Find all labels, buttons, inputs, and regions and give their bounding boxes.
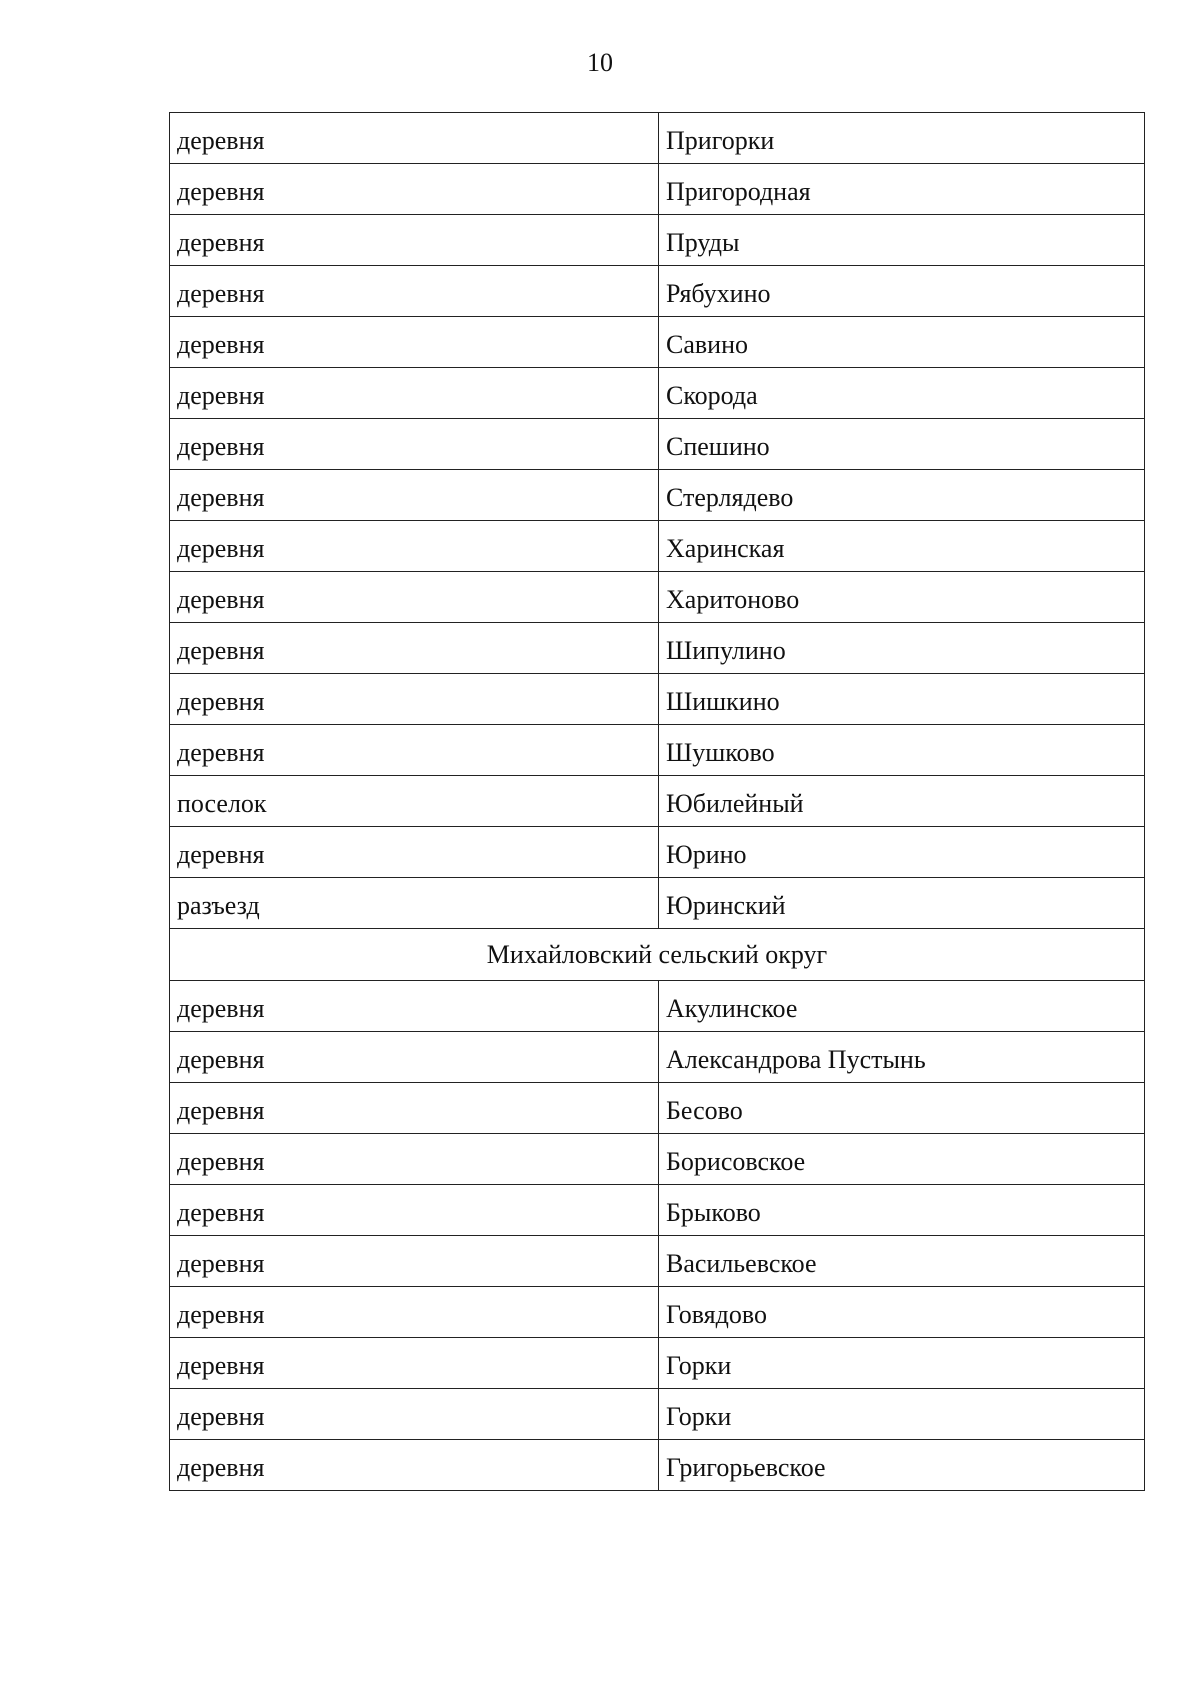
settlement-name-cell: Пригорки — [659, 113, 1145, 164]
table-row — [170, 623, 1145, 674]
table-row — [170, 1236, 1145, 1287]
settlement-name-cell: Шушково — [659, 725, 1145, 776]
section-row — [170, 929, 1145, 981]
table-row — [170, 776, 1145, 827]
settlement-type-cell: деревня — [170, 674, 659, 725]
settlement-name-cell: Пригородная — [659, 164, 1145, 215]
table-row — [170, 215, 1145, 266]
settlement-type-cell: деревня — [170, 1287, 659, 1338]
settlement-name-cell: Шишкино — [659, 674, 1145, 725]
settlement-name-cell: Стерлядево — [659, 470, 1145, 521]
table-row — [170, 1389, 1145, 1440]
settlement-name-cell: Васильевское — [659, 1236, 1145, 1287]
settlement-name-cell: Харинская — [659, 521, 1145, 572]
table-row — [170, 1185, 1145, 1236]
settlement-type-cell: деревня — [170, 113, 659, 164]
table-row — [170, 266, 1145, 317]
settlement-name-cell: Говядово — [659, 1287, 1145, 1338]
settlement-type-cell: деревня — [170, 266, 659, 317]
settlement-name-cell: Савино — [659, 317, 1145, 368]
settlement-name-cell: Александрова Пустынь — [659, 1032, 1145, 1083]
settlement-name-cell: Пруды — [659, 215, 1145, 266]
settlement-type-cell: деревня — [170, 572, 659, 623]
settlement-type-cell: деревня — [170, 1083, 659, 1134]
table-row — [170, 1032, 1145, 1083]
table-row — [170, 317, 1145, 368]
settlements-table — [169, 112, 1145, 1491]
table-row — [170, 572, 1145, 623]
settlement-type-cell: деревня — [170, 1440, 659, 1491]
settlement-type-cell: деревня — [170, 1134, 659, 1185]
table-row — [170, 725, 1145, 776]
table-row — [170, 1287, 1145, 1338]
settlement-type-cell: деревня — [170, 623, 659, 674]
settlement-name-cell: Акулинское — [659, 981, 1145, 1032]
table-row — [170, 368, 1145, 419]
page-number: 10 — [587, 48, 613, 77]
table-row — [170, 164, 1145, 215]
table-row — [170, 1338, 1145, 1389]
settlement-type-cell: деревня — [170, 215, 659, 266]
settlement-name-cell: Горки — [659, 1338, 1145, 1389]
settlement-type-cell: деревня — [170, 1185, 659, 1236]
table-row — [170, 470, 1145, 521]
settlement-type-cell: деревня — [170, 981, 659, 1032]
table-row — [170, 1440, 1145, 1491]
settlement-name-cell: Борисовское — [659, 1134, 1145, 1185]
settlement-type-cell: деревня — [170, 317, 659, 368]
settlement-name-cell: Брыково — [659, 1185, 1145, 1236]
table-row — [170, 981, 1145, 1032]
settlement-name-cell: Григорьевское — [659, 1440, 1145, 1491]
settlement-type-cell: деревня — [170, 1236, 659, 1287]
settlement-name-cell: Спешино — [659, 419, 1145, 470]
settlement-name-cell: Горки — [659, 1389, 1145, 1440]
settlement-name-cell: Харитоново — [659, 572, 1145, 623]
settlement-name-cell: Бесово — [659, 1083, 1145, 1134]
table-row — [170, 878, 1145, 929]
settlement-type-cell: разъезд — [170, 878, 659, 929]
settlement-name-cell: Юрино — [659, 827, 1145, 878]
table-row — [170, 521, 1145, 572]
settlement-type-cell: деревня — [170, 1338, 659, 1389]
table-row — [170, 113, 1145, 164]
settlement-name-cell: Скорода — [659, 368, 1145, 419]
section-title: Михайловский сельский округ — [170, 929, 1145, 981]
settlement-type-cell: деревня — [170, 725, 659, 776]
settlement-type-cell: деревня — [170, 164, 659, 215]
settlements-table-body — [170, 113, 1145, 1491]
table-row — [170, 1083, 1145, 1134]
table-row — [170, 419, 1145, 470]
settlement-type-cell: деревня — [170, 470, 659, 521]
settlement-type-cell: деревня — [170, 1032, 659, 1083]
table-row — [170, 1134, 1145, 1185]
settlement-type-cell: деревня — [170, 521, 659, 572]
settlement-name-cell: Юбилейный — [659, 776, 1145, 827]
table-row — [170, 674, 1145, 725]
settlement-type-cell: поселок — [170, 776, 659, 827]
settlement-type-cell: деревня — [170, 1389, 659, 1440]
settlement-name-cell: Шипулино — [659, 623, 1145, 674]
settlement-name-cell: Юринский — [659, 878, 1145, 929]
settlement-type-cell: деревня — [170, 368, 659, 419]
settlement-type-cell: деревня — [170, 419, 659, 470]
table-row — [170, 827, 1145, 878]
settlement-name-cell: Рябухино — [659, 266, 1145, 317]
settlement-type-cell: деревня — [170, 827, 659, 878]
